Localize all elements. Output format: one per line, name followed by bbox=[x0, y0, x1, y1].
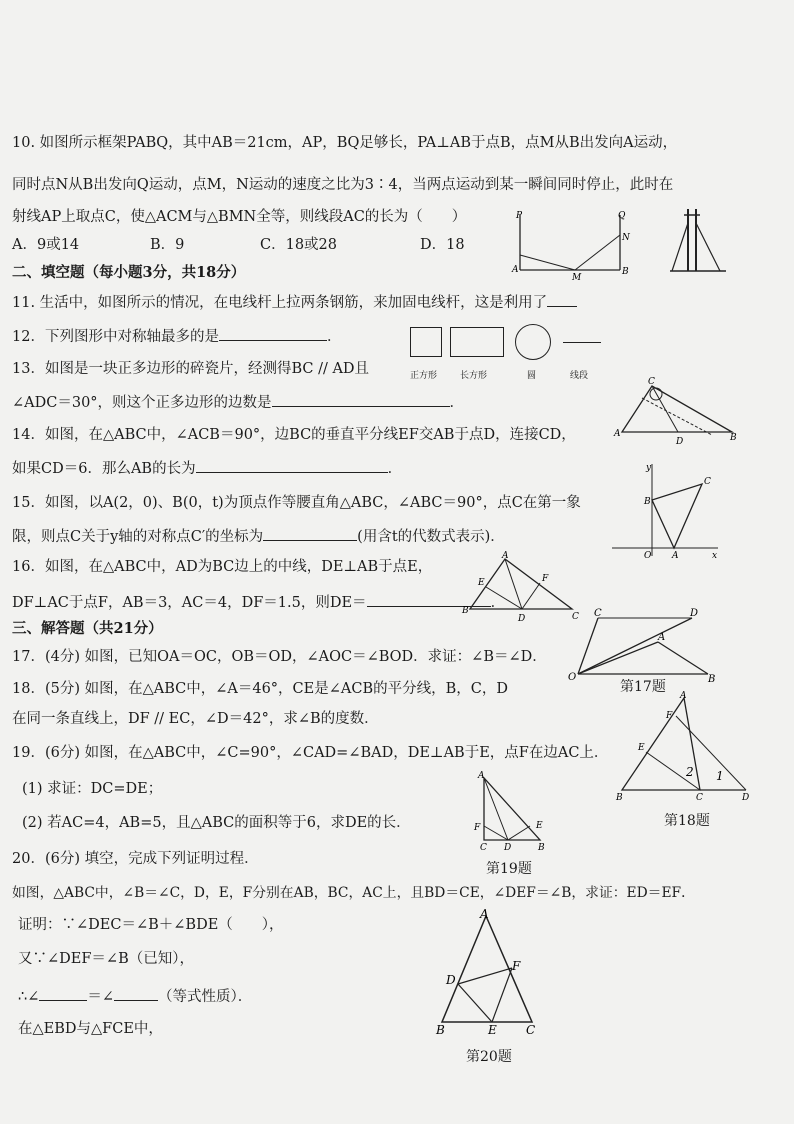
q14-label: 如果CD＝6．那么AB的长为 bbox=[12, 461, 196, 477]
q11-pole-figure bbox=[670, 205, 730, 275]
q12-circle-shape bbox=[515, 324, 551, 360]
q10-label-p: P bbox=[516, 211, 523, 221]
q15-label-b: B bbox=[644, 497, 651, 507]
q13-line1: 13．如图是一块正多边形的碎瓷片，经测得BC // AD且 bbox=[12, 361, 370, 377]
q19-line3: (2) 若AC=4，AB=5，且△ABC的面积等于6，求DE的长． bbox=[22, 815, 411, 831]
q18-label-e: E bbox=[638, 743, 645, 753]
q18-label-c: C bbox=[696, 793, 703, 803]
q17-label-a: A bbox=[658, 632, 666, 643]
q16-label-c: C bbox=[572, 612, 579, 622]
q20-line5 bbox=[18, 986, 252, 1006]
q19-label-b: B bbox=[538, 843, 545, 853]
q19-label-d: D bbox=[504, 843, 512, 853]
q15-label-a: A bbox=[672, 551, 679, 561]
q11-label: 11. 生活中，如图所示的情况，在电线杆上拉两条钢筋，来加固电线杆，这是利用了 bbox=[12, 295, 548, 311]
q20-blank-2[interactable] bbox=[114, 986, 158, 1001]
q18-label-b: B bbox=[616, 793, 623, 803]
q16-line1: 16．如图，在△ABC中，AD为BC边上的中线，DE⊥AB于点E， bbox=[12, 559, 433, 575]
q15-line2 bbox=[12, 526, 505, 546]
q18-label-d: D bbox=[742, 793, 750, 803]
q20-line5-b: ＝∠ bbox=[87, 989, 115, 1005]
q10-label-b: B bbox=[622, 267, 629, 277]
q12-label-circle: 圆 bbox=[527, 371, 537, 381]
q16-label-e: E bbox=[478, 578, 485, 588]
q14-line2: 如果CD＝6．那么AB的长为 ． bbox=[12, 458, 402, 478]
q20-line1: 20．(6分) 填空，完成下列证明过程． bbox=[12, 851, 259, 867]
q17-text: 17．(4分) 如图，已知OA＝OC，OB＝OD，∠AOC＝∠BOD．求证：∠B＝∠D． bbox=[12, 649, 547, 665]
section2-heading: 二、填空题（每小题3分，共18分） bbox=[12, 264, 246, 281]
q13-line2: ∠ADC＝30°，则这个正多边形的边数是 ． bbox=[12, 392, 464, 412]
q20-line4: 又∵∠DEF＝∠B（已知）， bbox=[18, 951, 194, 967]
q19-label-e: E bbox=[536, 821, 543, 831]
fig18-caption: 第18题 bbox=[664, 813, 710, 829]
fig17-caption: 第17题 bbox=[620, 679, 666, 695]
q14-figure bbox=[612, 377, 742, 450]
q11-answer-blank[interactable] bbox=[547, 292, 577, 307]
q15-label-y: y bbox=[646, 463, 652, 473]
q10-option-a: A．9或14 bbox=[12, 237, 80, 253]
q18-line1: 18．(5分) 如图，在△ABC中，∠A＝46°，CE是∠ACB的平分线，B，C，D bbox=[12, 681, 508, 697]
fig19-caption: 第19题 bbox=[486, 861, 532, 877]
q10-figure bbox=[510, 210, 630, 283]
q12-label-segment: 线段 bbox=[570, 371, 589, 381]
q16-label-a: A bbox=[502, 551, 509, 561]
q18-label-a: A bbox=[680, 691, 687, 701]
q20-line2: 如图，△ABC中，∠B＝∠C，D，E，F分别在AB，BC，AC上，且BD＝CE，∠DEF＝∠B，求证：ED＝EF． bbox=[12, 885, 695, 901]
q14-label-a: A bbox=[614, 429, 621, 439]
q10-label-n: N bbox=[622, 233, 630, 243]
q16-label-f: F bbox=[542, 574, 549, 584]
q20-label-c: C bbox=[526, 1023, 536, 1037]
q14-answer-blank[interactable] bbox=[196, 458, 388, 473]
q14-label-d: D bbox=[676, 437, 684, 447]
q15-label-o: O bbox=[644, 551, 652, 561]
q16-line2: DF⊥AC于点F，AB＝3，AC＝4，DF＝1.5，则DE＝ ． bbox=[12, 592, 505, 612]
fig20-caption: 第20题 bbox=[466, 1049, 512, 1065]
q20-line6: 在△EBD与△FCE中， bbox=[18, 1021, 163, 1037]
q10-label-m: M bbox=[572, 273, 582, 283]
q18-figure bbox=[616, 691, 756, 804]
q12-answer-blank[interactable] bbox=[219, 326, 327, 341]
q17-label-b: B bbox=[708, 674, 716, 685]
q12-label: 12．下列图形中对称轴最多的是 bbox=[12, 329, 219, 345]
q10-line2: 同时点N从B出发向Q运动，点M，N运动的速度之比为3∶4，当两点运动到某一瞬间同时停止，此时在 bbox=[12, 177, 674, 193]
q12-rectangle-shape bbox=[450, 327, 504, 357]
q14-line1: 14．如图，在△ABC中，∠ACB＝90°，边BC的垂直平分线EF交AB于点D，连接CD， bbox=[12, 427, 576, 443]
q19-figure bbox=[474, 771, 554, 854]
q19-line1: 19．(6分) 如图，在△ABC中，∠C=90°，∠CAD=∠BAD，DE⊥AB于E，点F在边AC上． bbox=[12, 745, 609, 761]
q20-line5-c: （等式性质）． bbox=[158, 989, 253, 1005]
q16-label-b: B bbox=[462, 606, 469, 616]
q20-label-e: E bbox=[488, 1023, 497, 1037]
q10-option-b: B．9 bbox=[150, 237, 185, 253]
q10-label-a: A bbox=[512, 265, 519, 275]
q10-label-q: Q bbox=[618, 211, 626, 221]
q12-square-shape bbox=[410, 327, 442, 357]
q11-text bbox=[12, 292, 577, 312]
q20-label-a: A bbox=[480, 907, 489, 921]
q13-label: ∠ADC＝30°，则这个正多边形的边数是 bbox=[12, 395, 272, 411]
q20-line3: 证明：∵∠DEC＝∠B＋∠BDE（ ）， bbox=[18, 917, 284, 933]
q15-answer-blank[interactable] bbox=[263, 526, 357, 541]
q12-label-rectangle: 长方形 bbox=[460, 371, 488, 381]
q17-label-c: C bbox=[594, 608, 602, 619]
q20-label-b: B bbox=[436, 1023, 445, 1037]
q19-label-f: F bbox=[474, 823, 481, 833]
q12-segment-shape bbox=[563, 342, 601, 343]
q18-label-2: 2 bbox=[686, 765, 694, 779]
q12-label-square: 正方形 bbox=[410, 371, 438, 381]
q10-line3: 射线AP上取点C，使△ACM与△BMN全等，则线段AC的长为（ ） bbox=[12, 209, 467, 225]
q10-line1: 10. 如图所示框架PABQ，其中AB＝21cm，AP，BQ足够长，PA⊥AB于点B，点M从B出发向A运动， bbox=[12, 135, 678, 151]
q19-label-a: A bbox=[478, 771, 485, 781]
q16-figure bbox=[460, 551, 580, 625]
q15-label: 限，则点C关于y轴的对称点C′的坐标为 bbox=[12, 529, 264, 545]
q16-label-d: D bbox=[518, 614, 526, 624]
q10-option-d: D．18 bbox=[420, 237, 465, 253]
q17-label-d: D bbox=[690, 608, 699, 619]
q12-text: 12．下列图形中对称轴最多的是 ． bbox=[12, 326, 341, 346]
q15-label-c: C bbox=[704, 477, 711, 487]
q20-line5-a: ∴∠ bbox=[18, 989, 40, 1005]
q20-blank-1[interactable] bbox=[39, 986, 87, 1001]
q15-line1: 15．如图，以A(2，0)、B(0，t)为顶点作等腰直角△ABC，∠ABC＝90°，点C在第一象 bbox=[12, 495, 581, 511]
q13-answer-blank[interactable] bbox=[272, 392, 450, 407]
q16-label: DF⊥AC于点F，AB＝3，AC＝4，DF＝1.5，则DE＝ bbox=[12, 595, 367, 611]
q15-label-x: x bbox=[712, 551, 718, 561]
q18-line2: 在同一条直线上，DF // EC，∠D＝42°，求∠B的度数． bbox=[12, 711, 379, 727]
q15-figure bbox=[612, 460, 722, 560]
q18-label-f: F bbox=[666, 711, 673, 721]
q17-figure bbox=[568, 608, 718, 685]
q14-label-c: C bbox=[648, 377, 655, 387]
q17-label-o: O bbox=[568, 672, 577, 683]
q19-line2: (1) 求证：DC=DE； bbox=[22, 781, 163, 797]
q19-label-c: C bbox=[480, 843, 487, 853]
q15-tail: (用含t的代数式表示)． bbox=[357, 529, 505, 545]
section3-heading: 三、解答题（共21分） bbox=[12, 620, 163, 637]
q20-figure bbox=[432, 907, 542, 1037]
q10-option-c: C．18或28 bbox=[260, 237, 337, 253]
q14-label-b: B bbox=[730, 433, 737, 443]
q20-label-f: F bbox=[512, 959, 521, 973]
q20-label-d: D bbox=[446, 973, 456, 987]
q18-label-1: 1 bbox=[716, 769, 724, 783]
